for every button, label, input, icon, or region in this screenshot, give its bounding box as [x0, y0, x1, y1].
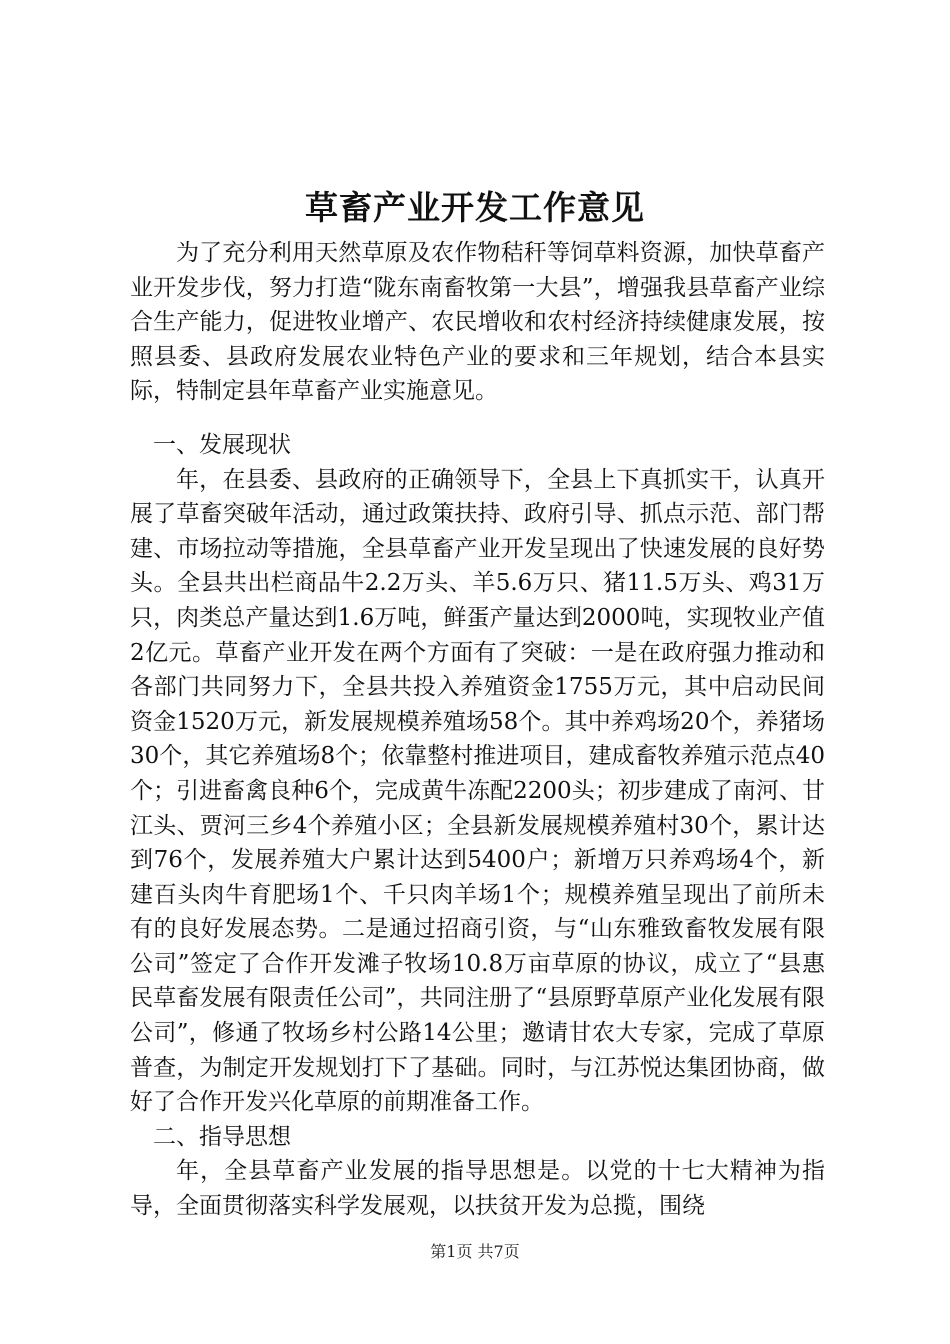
document-title: 草畜产业开发工作意见	[305, 188, 645, 227]
section-body-status: 年，在县委、县政府的正确领导下，全县上下真抓实干，认真开展了草畜突破年活动，通过政策扶持、政府引导、抓点示范、部门帮建、市场拉动等措施，全县草畜产业开发呈现出了快速发展的良好势头。全县共出栏商品牛2.2万头、羊5.6万只、猪11.5万头、鸡31万只，肉类总产量达到1.6万吨，鲜蛋产量达到2000吨，实现牧业产值2亿元。草畜产业开发在两个方面有了突破：一是在政府强力推动和各部门共同努力下，全县共投入养殖资金1755万元，其中启动民间资金1520万元，新发展规模养殖场58个。其中养鸡场20个，养猪场30个，其它养殖场8个；依靠整村推进项目，建成畜牧养殖示范点40个；引进畜禽良种6个，完成黄牛冻配2200头；初步建成了南河、甘江头、贾河三乡4个养殖小区；全县新发展规模养殖村30个，累计达到76个，发展养殖大户累计达到5400户；新增万只养鸡场4个，新建百头肉牛育肥场1个、千只肉羊场1个；规模养殖呈现出了前所未有的良好发展态势。二是通过招商引资，与“山东雅致畜牧发展有限公司”签定了合作开发滩子牧场10.8万亩草原的协议，成立了“县惠民草畜发展有限责任公司”，共同注册了“县原野草原产业化发展有限公司”，修通了牧场乡村公路14公里；邀请甘农大专家，完成了草原普查，为制定开发规划打下了基础。同时，与江苏悦达集团协商，做好了合作开发兴化草原的前期准备工作。	[130, 466, 825, 1116]
intro-paragraph: 为了充分利用天然草原及农作物秸秆等饲草料资源，加快草畜产业开发步伐，努力打造“陇东南畜牧第一大县”，增强我县草畜产业综合生产能力，促进牧业增产、农民增收和农村经济持续健康发展，按照县委、县政府发展农业特色产业的要求和三年规划，结合本县实际，特制定县年草畜产业实施意见。	[130, 240, 825, 405]
section-heading-guiding-ideology: 二、指导思想	[153, 1123, 291, 1150]
section-heading-status: 一、发展现状	[153, 431, 291, 458]
page-number-footer: 第1页 共7页	[430, 1242, 520, 1261]
paragraph-spacer	[130, 409, 825, 428]
document-body	[130, 236, 825, 1224]
section-body-guiding-ideology: 年，全县草畜产业发展的指导思想是。以党的十七大精神为指导，全面贯彻落实科学发展观，以扶贫开发为总揽，围绕	[130, 1158, 825, 1220]
